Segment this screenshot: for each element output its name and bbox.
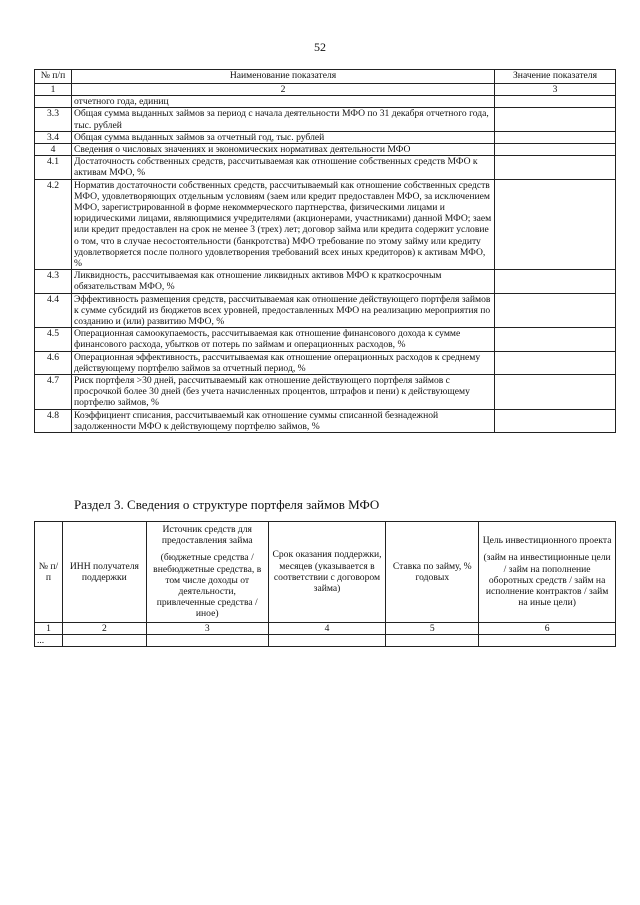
indicator-value <box>495 144 616 156</box>
indicator-row <box>35 179 616 270</box>
indicator-num: 4.6 <box>35 351 72 374</box>
indicator-row <box>35 270 616 293</box>
index-cell-name: 2 <box>72 84 495 96</box>
indicator-row <box>35 293 616 328</box>
indicator-name: Операционная самоокупаемость, рассчитываемая как отношение финансового дохода к сумме финансового расхода, убытков от потерь по займам и операционных расходов, % <box>72 328 495 351</box>
indicator-num: 4 <box>35 144 72 156</box>
indicator-name: Риск портфеля >30 дней, рассчитываемый как отношение действующего портфеля займов с просрочкой более 30 дней (без учета начисленных процентов, штрафов и пени) к действующему портфелю займов, % <box>72 375 495 410</box>
purpose-sub-label: (займ на инвестиционные цели / займ на пополнение оборотных средств / займ на исполнение контрактов / займ на иные цели) <box>483 552 611 609</box>
portfolio-header-inn: ИНН получателя поддержки <box>62 522 146 623</box>
indicator-num: 4.5 <box>35 328 72 351</box>
portfolio-header-row <box>35 522 616 623</box>
indicator-row <box>35 328 616 351</box>
indicator-num: 3.4 <box>35 131 72 143</box>
header-name: Наименование показателя <box>72 70 495 84</box>
indicator-name: Эффективность размещения средств, рассчитываемая как отношение действующего портфеля займов к сумме субсидий из бюджетов всех уровней, предоставленных МФО на реализацию мероприятия по созданию и (или) развитию МФО, % <box>72 293 495 328</box>
indicator-name: Норматив достаточности собственных средств, рассчитываемый как отношение собственных средств МФО, удовлетворяющих отдельным условиям (заем или кредит предоставлен МФО, за исключением МФО, зарегистрированной в форме некоммерческого партнерства, физическими лицами и юридическими лицами, являющимися учредителями (акционерами, участниками) данной МФО; заем или кредит предоставлен на срок не менее 3 (трех) лет; договор займа или кредита содержит условие о том, что в случае несостоятельности (банкротства) МФО требование по этому займу или кредиту удовлетворяется после полного удовлетворения требований всех иных кредиторов) к активам МФО, % <box>72 179 495 270</box>
portfolio-ellipsis-row <box>35 634 616 646</box>
indicator-num: 4.7 <box>35 375 72 410</box>
portfolio-index-cell: 2 <box>62 622 146 634</box>
page-number: 52 <box>314 40 326 54</box>
portfolio-index-row <box>35 622 616 634</box>
indicator-value <box>495 375 616 410</box>
ellipsis-cell: ... <box>35 634 63 646</box>
indicator-name: Сведения о числовых значениях и экономических нормативах деятельности МФО <box>72 144 495 156</box>
indicator-value <box>495 179 616 270</box>
indicator-name: Операционная эффективность, рассчитываемая как отношение операционных расходов к среднему действующему портфелю займов за отчетный период, % <box>72 351 495 374</box>
indicators-header-row <box>35 70 616 84</box>
indicator-value <box>495 293 616 328</box>
portfolio-index-cell: 5 <box>386 622 479 634</box>
source-sub-label: (бюджетные средства / внебюджетные средства, в том числе доходы от деятельности, привлеченные средства / иное) <box>153 552 262 620</box>
indicator-row <box>35 409 616 432</box>
empty-cell <box>62 634 146 646</box>
indicator-name: Общая сумма выданных займов за период с начала деятельности МФО по 31 декабря отчетного года, тыс. рублей <box>72 108 495 131</box>
header-value: Значение показателя <box>495 70 616 84</box>
indicator-row <box>35 96 616 108</box>
purpose-main-label: Цель инвестиционного проекта <box>482 535 612 547</box>
portfolio-header-term: Срок оказания поддержки, месяцев (указывается в соответствии с договором займа) <box>268 522 386 623</box>
empty-cell <box>479 634 616 646</box>
loan-portfolio-table <box>34 521 616 647</box>
portfolio-index-cell: 6 <box>479 622 616 634</box>
indicator-num: 3.3 <box>35 108 72 131</box>
indicator-value <box>495 131 616 143</box>
section-3-title: Раздел 3. Сведения о структуре портфеля займов МФО <box>74 497 380 512</box>
source-main-label: Источник средств для предоставления займа <box>161 524 253 547</box>
indicator-row <box>35 131 616 143</box>
indicator-row <box>35 144 616 156</box>
indicator-value <box>495 409 616 432</box>
header-num: № п/п <box>35 70 72 84</box>
indicator-num <box>35 96 72 108</box>
indicator-name: отчетного года, единиц <box>72 96 495 108</box>
portfolio-header-num: № п/п <box>35 522 63 623</box>
indicators-table <box>34 69 616 433</box>
indicator-value <box>495 156 616 179</box>
indicator-num: 4.8 <box>35 409 72 432</box>
empty-cell <box>146 634 268 646</box>
indicators-index-row <box>35 84 616 96</box>
index-cell-num: 1 <box>35 84 72 96</box>
portfolio-header-rate: Ставка по займу, % годовых <box>386 522 479 623</box>
portfolio-header-source <box>146 522 268 623</box>
indicator-name: Общая сумма выданных займов за отчетный год, тыс. рублей <box>72 131 495 143</box>
indicator-row <box>35 375 616 410</box>
indicator-num: 4.3 <box>35 270 72 293</box>
empty-cell <box>268 634 386 646</box>
indicator-row <box>35 351 616 374</box>
portfolio-index-cell: 3 <box>146 622 268 634</box>
indicator-num: 4.2 <box>35 179 72 270</box>
indicator-value <box>495 108 616 131</box>
indicator-name: Коэффициент списания, рассчитываемый как отношение суммы списанной безнадежной задолженности МФО к действующему портфелю займов, % <box>72 409 495 432</box>
indicator-name: Достаточность собственных средств, рассчитываемая как отношение собственных средств МФО к активам МФО, % <box>72 156 495 179</box>
indicator-num: 4.4 <box>35 293 72 328</box>
indicator-value <box>495 270 616 293</box>
indicator-value <box>495 328 616 351</box>
indicator-row <box>35 156 616 179</box>
index-cell-value: 3 <box>495 84 616 96</box>
indicator-value <box>495 96 616 108</box>
indicator-name: Ликвидность, рассчитываемая как отношение ликвидных активов МФО к краткосрочным обязательствам МФО, % <box>72 270 495 293</box>
portfolio-index-cell: 4 <box>268 622 386 634</box>
indicator-row <box>35 108 616 131</box>
indicator-num: 4.1 <box>35 156 72 179</box>
portfolio-header-purpose <box>479 522 616 623</box>
empty-cell <box>386 634 479 646</box>
portfolio-index-cell: 1 <box>35 622 63 634</box>
indicator-value <box>495 351 616 374</box>
